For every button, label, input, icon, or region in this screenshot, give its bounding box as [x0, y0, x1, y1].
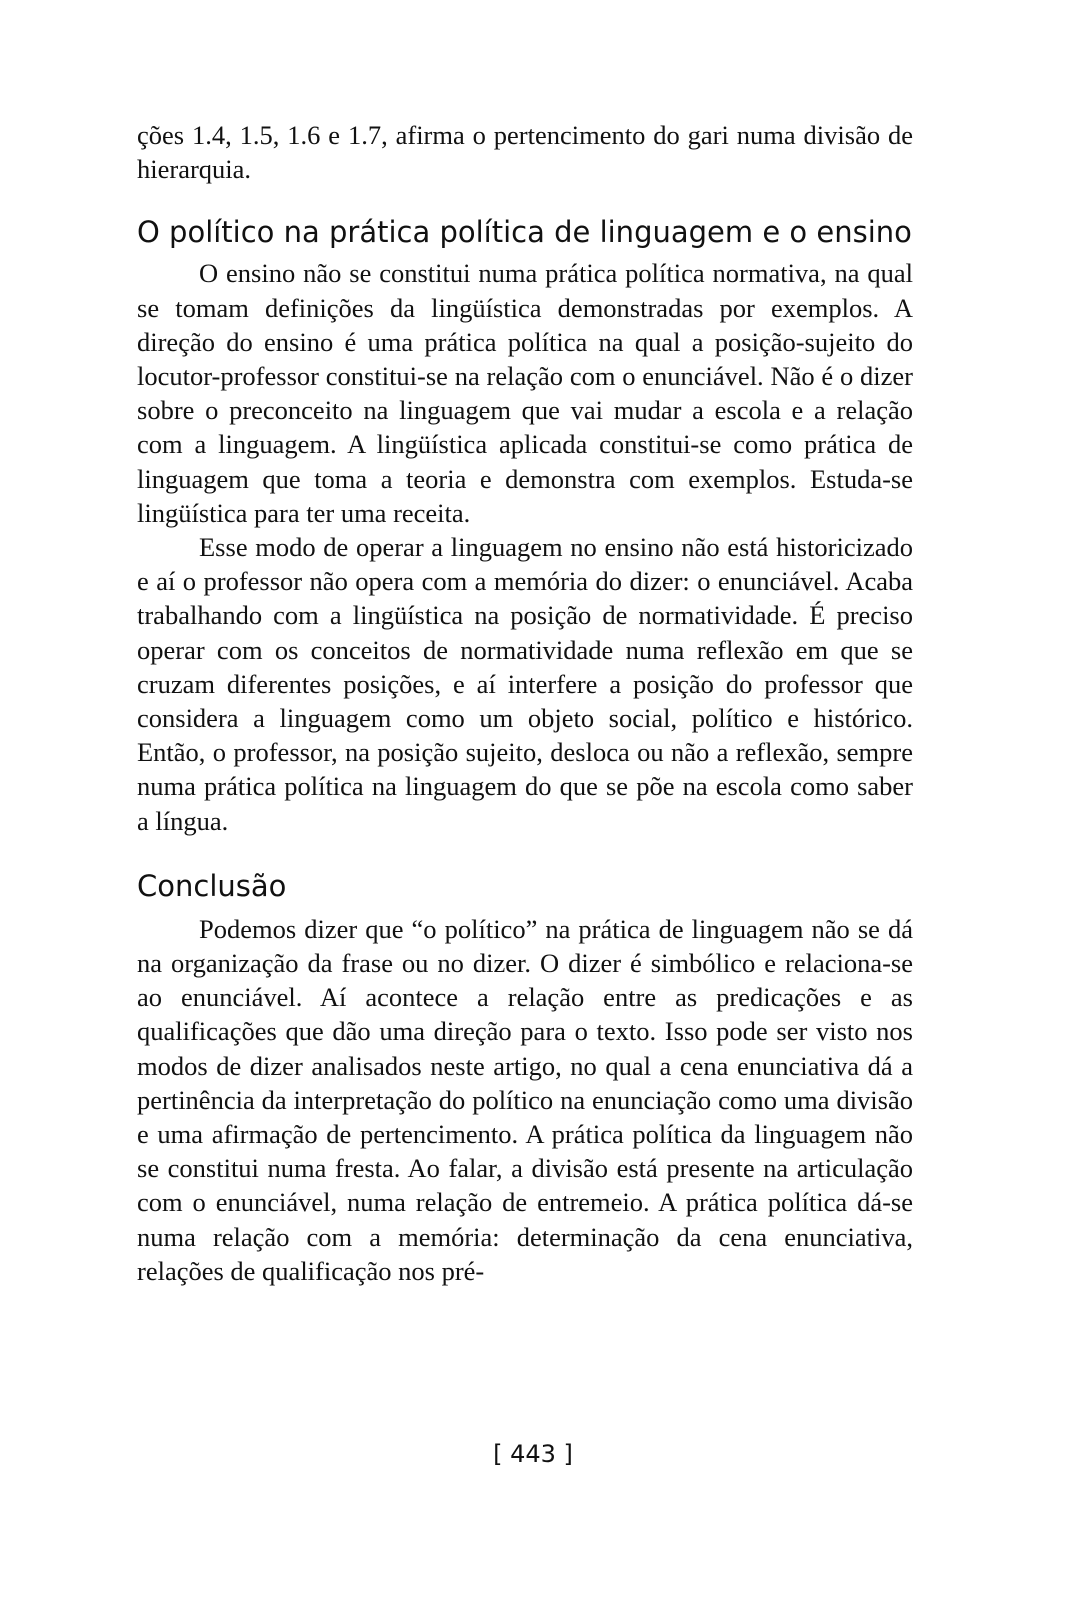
intro-paragraph: ções 1.4, 1.5, 1.6 e 1.7, afirma o pertencimento do gari numa divisão de hierarquia. [137, 120, 913, 185]
section-heading-politico: O político na prática política de linguagem e o ensino [137, 215, 912, 250]
section-heading-conclusao: Conclusão [137, 868, 287, 903]
paragraph: Esse modo de operar a linguagem no ensino não está historicizado e aí o professor não opera com a memória do dizer: o enunciável. Acaba trabalhando com a lingüística na posição de normatividade. É preciso operar com os conceitos de normatividade numa reflexão em que se cruzam diferentes posições, e aí interfere a posição do professor que considera a linguagem como um objeto social, político e histórico. Então, o professor, na posição sujeito, desloca ou não a reflexão, sempre numa prática política na linguagem do que se põe na escola como saber a língua. [137, 532, 913, 836]
page-content [137, 118, 913, 1288]
page-number: [ 443 ] [493, 1440, 573, 1468]
paragraph: O ensino não se constitui numa prática política normativa, na qual se tomam definições da lingüística demonstradas por exemplos. A direção do ensino é uma prática política na qual a posição-sujeito do locutor-professor constitui-se na relação com o enunciável. Não é o dizer sobre o preconceito na linguagem que vai mudar a escola e a relação com a linguagem. A lingüística aplicada constitui-se como prática de linguagem que toma a teoria e demonstra com exemplos. Estuda-se lingüística para ter uma receita. [137, 258, 913, 528]
paragraph: Podemos dizer que “o político” na prática de linguagem não se dá na organização da frase ou no dizer. O dizer é simbólico e relaciona-se ao enunciável. Aí acontece a relação entre as predicações e as qualificações que dão uma direção para o texto. Isso pode ser visto nos modos de dizer analisados neste artigo, no qual a cena enunciativa dá a pertinência da interpretação do político na enunciação como uma divisão e uma afirmação de pertencimento. A prática política da linguagem não se constitui numa fresta. Ao falar, a divisão está presente na articulação com o enunciável, numa relação de entremeio. A prática política dá-se numa relação com a memória: determinação da cena enunciativa, relações de qualificação nos pré- [137, 913, 913, 1286]
